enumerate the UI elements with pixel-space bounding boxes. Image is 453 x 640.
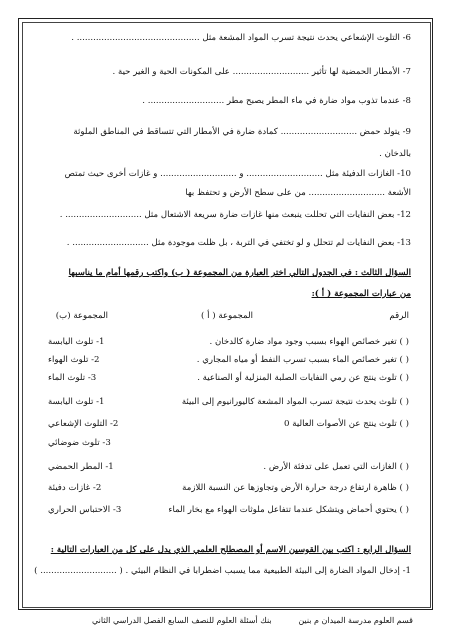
group-b-item-5: 2- التلوث الإشعاعي [48, 419, 119, 429]
question-13: 13- بعض النفايات لم تتحلل و لو تختفي في التربة ، بل ظلت موجودة مثل ............................ . [66, 238, 411, 248]
group-a-item-3: ( ) تلوث ينتج عن رمي النفايات الصلبة المنزلية أو الصناعية . [197, 373, 409, 383]
group-a-item-7: ( ) ظاهرة ارتفاع درجة حرارة الأرض وتجاوزها عن النسبة اللازمة [182, 483, 409, 493]
question-6: 6- التلوث الإشعاعي يحدث نتيجة تسرب المواد المشعة مثل ............................................. . [71, 33, 411, 43]
group-b-item-9: 3- الاحتباس الحراري [48, 505, 122, 515]
group-a-item-6: ( ) الغازات التي تعمل على تدفئة الأرض . [263, 462, 409, 472]
question-7: 7- الأمطار الحمضية لها تأثير ............................ على المكونات الحية و الغير حية . [112, 67, 411, 77]
group-a-item-2: ( ) تغير خصائص الماء بسبب تسرب النفط أو مياه المجاري . [196, 355, 409, 365]
question-9-line1: 9- يتولد حمض ............................ كمادة ضارة في الأمطار التي تتساقط في المناطق الملوثة [73, 127, 411, 137]
col-header-group-b: المجموعة (ب) [55, 311, 108, 321]
group-b-item-2: 2- تلوث الهواء [48, 355, 100, 365]
col-header-group-a: المجموعة ( أ ) [201, 311, 253, 321]
q3-title-line2: من عبارات المجموعة ( أ ): [311, 289, 411, 299]
footer-title: بنك أسئلة العلوم للنصف السابع الفصل الدراسي الثاني [92, 616, 272, 625]
question-10-line1: 10- الغازات الدفيئة مثل ............................ و ............................ و غازات أخرى حيث تمتص [64, 169, 411, 179]
group-a-item-8: ( ) يحتوي أحماض ويتشكل عندما تتفاعل ملوثات الهواء مع بخار الماء [168, 505, 409, 515]
question-8: 8- عندما تذوب مواد ضارة في ماء المطر يصبح مطر ............................ . [142, 96, 411, 106]
group-b-item-3: 3- تلوث الماء [48, 373, 97, 383]
group-b-item-1: 1- تلوث اليابسة [48, 337, 105, 347]
group-b-item-4: 1- تلوث اليابسة [48, 397, 105, 407]
question-12: 12- بعض النفايات التي تحللت ينبعث منها غازات ضارة سريعة الاشتعال مثل ............................ . [59, 210, 411, 220]
group-b-item-8: 2- غازات دفيئة [48, 483, 102, 493]
group-a-item-5: ( ) تلوث ينتج عن الأصوات العالية 0 [284, 419, 409, 429]
q3-title-line1: السؤال الثالث : في الجدول التالي اختر العبارة من المجموعة ( ب) واكتب رقمها أمام ما يناسبها [68, 268, 411, 278]
col-header-number: الرقم [389, 311, 409, 321]
question-10-line2: الأشعة ............................ من على سطح الأرض و تحتفظ بها [185, 188, 411, 198]
q4-title: السؤال الرابع : اكتب بين القوسين الاسم أو المصطلح العلمي الذي يدل على كل من العبارات التالية : [50, 545, 411, 555]
group-b-item-7: 1- المطر الحمضي [48, 462, 114, 472]
group-a-item-1: ( ) تغير خصائص الهواء بسبب وجود مواد ضارة كالدخان . [209, 337, 409, 347]
group-b-item-6: 3- تلوث ضوضائي [48, 438, 111, 448]
question-9-line2: بالدخان . [379, 149, 411, 159]
footer-school: قسم العلوم مدرسة الميدان م بنين [298, 616, 413, 625]
group-a-item-4: ( ) تلوث يحدث نتيجة تسرب المواد المشعة كاليورانيوم إلى البيئة [181, 397, 409, 407]
q4-item-1: 1- إدخال المواد الضارة إلى البيئة الطبيعية مما يسبب اضطرابا في النظام البيئي . ( ............................ ) [34, 566, 411, 576]
